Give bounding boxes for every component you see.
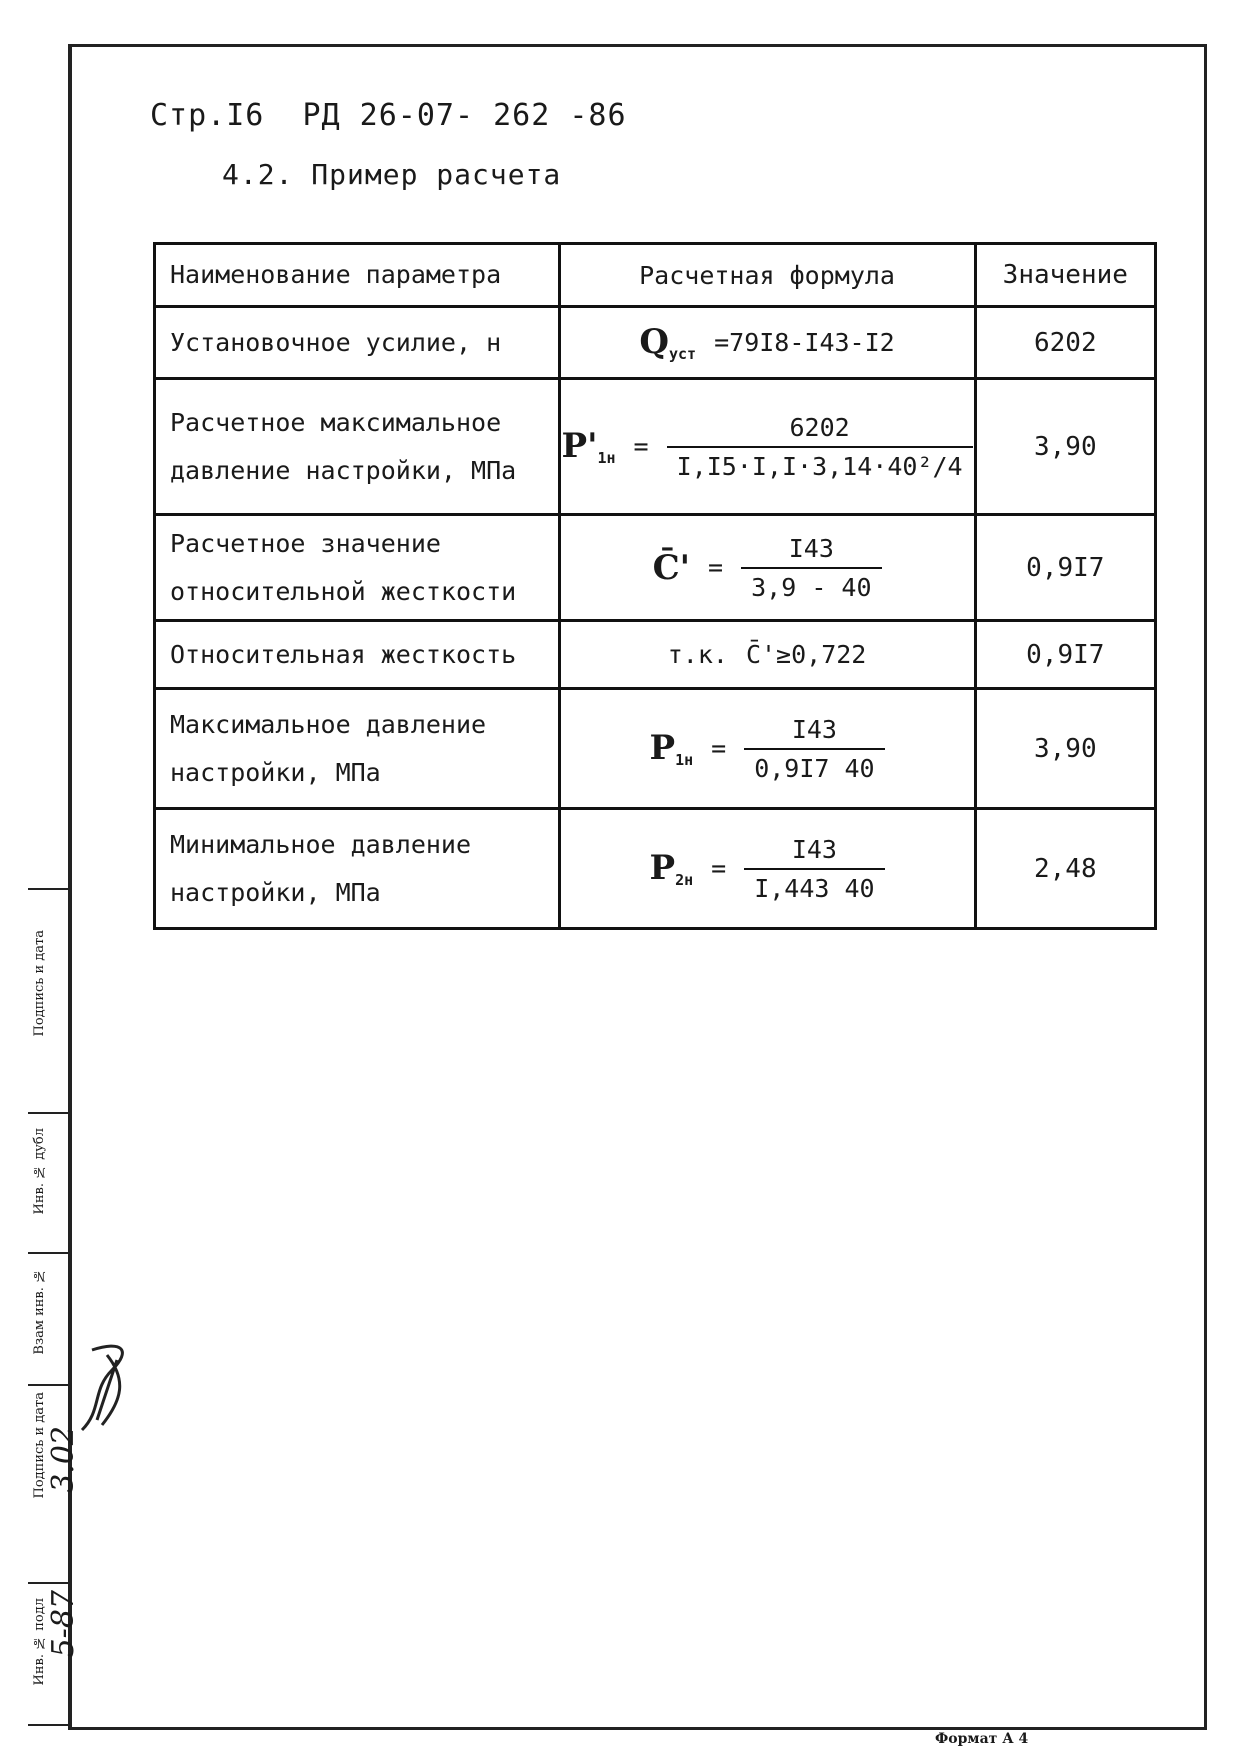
formula-denominator: I,I5·I,I·3,14·40²/4 [667,446,973,481]
table-header-row [155,244,1156,307]
formula-numerator: I43 [788,533,834,563]
stamp-cell [28,1584,81,1726]
table-row [155,621,1156,689]
stamp-label: Взам инв. № [32,1268,47,1355]
table-row [155,689,1156,809]
value-cell: 0,9I7 [975,621,1155,689]
format-label: Формат А 4 [935,1731,1029,1747]
formula-cell: $P'_{1н}$ = $\frac{6202}{\text{I,I5·I,I·3,14·40²/4}}$ [559,379,975,515]
archive-stamp [28,888,81,1726]
formula-cell: C̄' = $\frac{I43}{3,9 - 40}$ [559,515,975,621]
formula-denominator: I,443 40 [744,868,884,903]
stamp-label: Инв. № подл [32,1598,47,1686]
column-header-parameter: Наименование параметра [155,244,560,307]
section-title: 4.2. Пример расчета [222,158,562,191]
table-row [155,307,1156,379]
parameter-name: Минимальное давление настройки, МПа [155,809,560,929]
page-header: Стр.I6 РД 26-07- 262 -86 [150,98,627,133]
signature-scribble [72,1330,132,1440]
formula-symbol: $P_{1н}$ [649,728,694,769]
formula-symbol: C̄' [652,547,691,588]
value-cell: 3,90 [975,689,1155,809]
formula-symbol: $P'_{1н}$ [561,426,616,467]
parameter-name: Относительная жесткость [155,621,560,689]
calculation-table [153,242,1157,930]
column-header-value: Значение [975,244,1155,307]
formula-numerator: I43 [791,834,837,864]
parameter-name: Установочное усилие, н [155,307,560,379]
stamp-label: Инв. № дубл [32,1128,47,1215]
formula-symbol: $Q_{уст}$ [639,322,697,363]
formula-denominator: 0,9I7 40 [744,748,884,783]
value-cell: 0,9I7 [975,515,1155,621]
formula-cell [559,307,975,379]
handwritten-date: 3.02 [46,1426,81,1493]
formula-prefix: т.к. [667,640,728,669]
column-header-formula: Расчетная формула [559,244,975,307]
formula-expression: =79I8-I43-I2 [714,328,895,357]
value-cell: 3,90 [975,379,1155,515]
parameter-name: Расчетное максимальное давление настройки, МПа [155,379,560,515]
stamp-label: Подпись и дата [32,1392,47,1499]
stamp-cell [28,890,68,1114]
parameter-name: Расчетное значение относительной жесткости [155,515,560,621]
stamp-label: Подпись и дата [32,930,47,1037]
value-cell: 6202 [975,307,1155,379]
formula-numerator: 6202 [789,412,850,442]
value-cell: 2,48 [975,809,1155,929]
formula-expression: C̄'≥0,722 [745,640,867,669]
stamp-cell [28,1254,68,1386]
formula-cell: $P_{2н}$ = $\frac{I43}{I,443 40}$ [559,809,975,929]
table-row [155,515,1156,621]
parameter-name: Максимальное давление настройки, МПа [155,689,560,809]
stamp-cell [28,1114,68,1254]
formula-symbol: $P_{2н}$ [649,848,694,889]
handwritten-number: 5-87 [46,1590,81,1658]
table-row [155,379,1156,515]
formula-numerator: I43 [791,714,837,744]
formula-cell [559,621,975,689]
formula-denominator: 3,9 - 40 [741,567,881,602]
table-row [155,809,1156,929]
formula-cell: $P_{1н}$ = $\frac{I43}{0,9I7 40}$ [559,689,975,809]
stamp-cell [28,1386,81,1584]
